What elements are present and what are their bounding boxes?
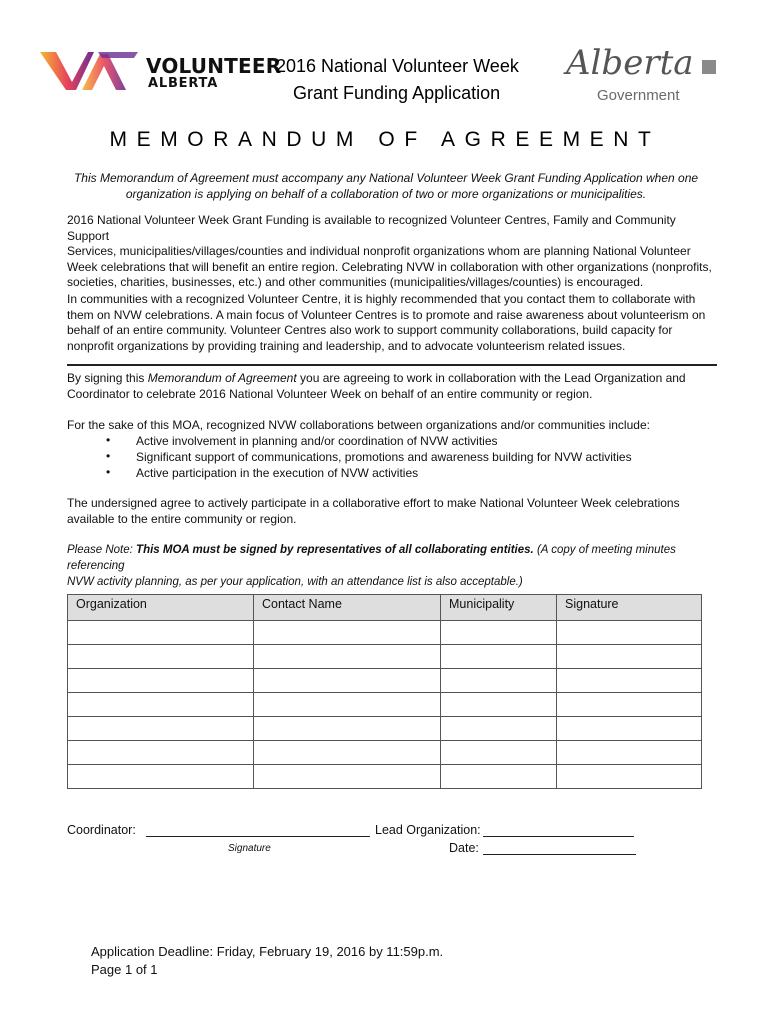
table-cell-municipality[interactable] (441, 645, 557, 669)
coordinator-signature-line[interactable] (146, 836, 370, 837)
table-cell-contact-name[interactable] (254, 669, 441, 693)
bullet-dot: • (106, 433, 111, 447)
intro-line-2: organization is applying on behalf of a collaboration of two or more organizations or municipalities. (125, 187, 647, 201)
paragraph-collaborations: For the sake of this MOA, recognized NVW collaborations between organizations and/or communities include: (67, 418, 650, 432)
page-number: Page 1 of 1 (91, 962, 158, 977)
table-row (68, 765, 702, 789)
p1-line: societies, charities, businesses, etc.) and other communities (municipalities/villages/counties) is encouraged. (67, 275, 644, 290)
p3-italic: Memorandum of Agreement (147, 371, 297, 385)
table-cell-contact-name[interactable] (254, 693, 441, 717)
p3-pre: By signing this (67, 371, 148, 385)
table-cell-municipality[interactable] (441, 669, 557, 693)
p2-line: In communities with a recognized Volunteer Centre, it is highly recommended that you contact them to collaborate with (67, 292, 696, 306)
table-header-row (68, 595, 702, 621)
header-title: 2016 National Volunteer Week (276, 56, 519, 76)
table-cell-signature[interactable] (557, 741, 702, 765)
table-cell-signature[interactable] (557, 765, 702, 789)
please-note (67, 542, 727, 590)
volunteer-alberta-logo-mark (38, 48, 140, 94)
table-cell-municipality[interactable] (441, 717, 557, 741)
table-cell-municipality[interactable] (441, 741, 557, 765)
table-cell-contact-name[interactable] (254, 741, 441, 765)
signature-caption: Signature (228, 843, 271, 854)
col-organization: Organization (68, 595, 254, 621)
p1-line: 2016 National Volunteer Week Grant Funding is available to recognized Volunteer Centres, Family and Community Support (67, 213, 676, 243)
coordinator-label: Coordinator: (67, 823, 136, 837)
table-cell-municipality[interactable] (441, 693, 557, 717)
table-cell-contact-name[interactable] (254, 621, 441, 645)
date-line[interactable] (483, 854, 636, 855)
table-row (68, 669, 702, 693)
table-cell-signature[interactable] (557, 717, 702, 741)
logo-text-volunteer: VOLUNTEER (146, 54, 282, 78)
table-cell-organization[interactable] (68, 765, 254, 789)
table-cell-contact-name[interactable] (254, 717, 441, 741)
intro-line-1: This Memorandum of Agreement must accompany any National Volunteer Week Grant Funding Application when one (73, 171, 699, 185)
section-divider (67, 364, 717, 366)
table-row (68, 717, 702, 741)
alberta-logo-square (702, 60, 716, 74)
lead-organization-line[interactable] (483, 836, 634, 837)
table-cell-municipality[interactable] (441, 765, 557, 789)
p5-line-1: The undersigned agree to actively participate in a collaborative effort to make National Volunteer Week celebrations (67, 496, 680, 510)
p2-line: nonprofit organizations by providing training and leadership, and to advocate volunteerism related issues. (67, 338, 626, 353)
table-cell-signature[interactable] (557, 693, 702, 717)
table-cell-organization[interactable] (68, 741, 254, 765)
date-label: Date: (449, 841, 479, 855)
header-subtitle: Grant Funding Application (293, 83, 501, 103)
table-cell-signature[interactable] (557, 645, 702, 669)
table-cell-organization[interactable] (68, 669, 254, 693)
table-cell-signature[interactable] (557, 621, 702, 645)
table-row (68, 741, 702, 765)
signatory-table (67, 594, 702, 789)
table-cell-contact-name[interactable] (254, 645, 441, 669)
col-contact-name: Contact Name (254, 595, 441, 621)
table-cell-signature[interactable] (557, 669, 702, 693)
table-row (68, 693, 702, 717)
bullet-dot: • (106, 449, 111, 463)
government-label: Government (597, 87, 680, 104)
application-deadline: Application Deadline: Friday, February 19, 2016 by 11:59p.m. (91, 944, 444, 959)
table-cell-organization[interactable] (68, 645, 254, 669)
p1-line: Services, municipalities/villages/counties and individual nonprofit organizations whom are planning National Volunteer (67, 244, 691, 259)
bullet-item: Active involvement in planning and/or coordination of NVW activities (136, 434, 498, 448)
table-cell-organization[interactable] (68, 693, 254, 717)
p3-line-2: Coordinator to celebrate 2016 National Volunteer Week on behalf of an entire community or region. (67, 386, 593, 401)
memorandum-heading: MEMORANDUM OF AGREEMENT (109, 128, 661, 151)
bullet-item: Active participation in the execution of NVW activities (136, 466, 419, 480)
paragraph-signing (67, 371, 717, 402)
bullet-dot: • (106, 465, 111, 479)
note-line-2: NVW activity planning, as per your application, with an attendance list is also acceptable.) (67, 576, 523, 588)
note-prefix: Please Note: (67, 544, 137, 556)
p5-line-2: available to the entire community or region. (67, 511, 297, 526)
alberta-government-logo (562, 40, 722, 82)
col-signature: Signature (557, 595, 702, 621)
paragraph-volunteer-centres (67, 292, 717, 354)
p1-line: Week celebrations that will benefit an entire region. Celebrating NVW in collaboration with other organizations (nonprofits, (67, 259, 712, 274)
p2-line: behalf of an entire community. Volunteer Centres also work to support community collaborations, build capacity for (67, 323, 673, 338)
note-rest: (A copy of meeting minutes referencing (67, 544, 676, 572)
table-cell-contact-name[interactable] (254, 765, 441, 789)
table-cell-organization[interactable] (68, 621, 254, 645)
table-row (68, 621, 702, 645)
lead-organization-label: Lead Organization: (375, 823, 481, 837)
alberta-script-text: Alberta (566, 43, 694, 82)
intro-text (60, 170, 712, 202)
logo-text-alberta: ALBERTA (148, 76, 219, 91)
p2-line: them on NVW celebrations. A main focus of Volunteer Centres is to promote and raise awareness about volunteerism on (67, 307, 706, 322)
table-cell-organization[interactable] (68, 717, 254, 741)
paragraph-eligibility (67, 213, 717, 291)
col-municipality: Municipality (441, 595, 557, 621)
note-bold: This MOA must be signed by representatives of all collaborating entities. (136, 544, 534, 556)
bullet-item: Significant support of communications, promotions and awareness building for NVW activities (136, 450, 632, 464)
paragraph-undersigned (67, 496, 717, 527)
p3-post: you are agreeing to work in collaboration with the Lead Organization and (296, 371, 686, 385)
table-cell-municipality[interactable] (441, 621, 557, 645)
table-row (68, 645, 702, 669)
